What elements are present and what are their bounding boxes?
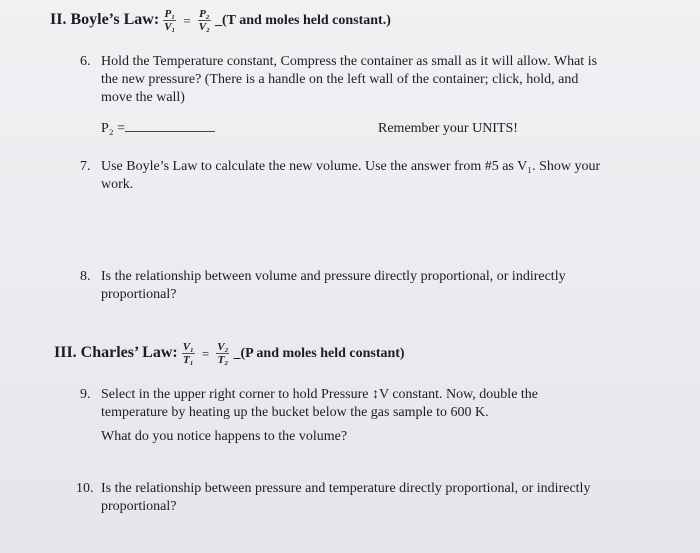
charles-law-conditions: _(P and moles held constant) bbox=[233, 346, 405, 362]
question-9-number: 9. bbox=[80, 387, 91, 402]
question-8-line-2: proportional? bbox=[101, 287, 177, 302]
question-7-line-2: work. bbox=[101, 177, 134, 192]
question-8-text bbox=[101, 268, 691, 304]
question-10-text bbox=[101, 480, 691, 516]
charles-law-heading bbox=[54, 341, 405, 366]
question-9-line-1: Select in the upper right corner to hold Pressure ↕V constant. Now, double the bbox=[101, 387, 539, 402]
charles-law-title: III. Charles’ Law: bbox=[54, 344, 178, 362]
boyles-equals: = bbox=[183, 12, 191, 28]
question-7-line-1: Use Boyle’s Law to calculate the new volume. Use the answer from #5 as V₁. Show your bbox=[101, 159, 601, 174]
units-reminder: Remember your UNITS! bbox=[378, 121, 518, 136]
boyles-law-heading bbox=[50, 8, 391, 33]
charles-fraction-right: $\frac{\text{V₂}}{\text{T₂}}$ bbox=[217, 341, 229, 366]
boyles-law-title: II. Boyle’s Law: bbox=[50, 11, 160, 29]
question-9-text bbox=[101, 386, 691, 446]
question-7-number: 7. bbox=[80, 159, 91, 174]
question-9-line-2: temperature by heating up the bucket below the gas sample to 600 K. bbox=[101, 405, 489, 420]
question-9-line-3: What do you notice happens to the volume? bbox=[101, 429, 348, 444]
question-8-line-1: Is the relationship between volume and pressure directly proportional, or indirectly bbox=[101, 269, 566, 284]
question-10-line-1: Is the relationship between pressure and temperature directly proportional, or indirectly bbox=[101, 481, 591, 496]
p2-label: P₂ = bbox=[101, 121, 126, 136]
question-6-number: 6. bbox=[80, 54, 91, 69]
question-8-number: 8. bbox=[80, 269, 91, 284]
question-6-line-1: Hold the Temperature constant, Compress the container as small as it will allow. What is bbox=[101, 54, 598, 69]
question-6-line-3: move the wall) bbox=[101, 90, 185, 105]
question-7-text bbox=[101, 158, 691, 194]
charles-equals: = bbox=[201, 345, 210, 361]
charles-fraction-left: $\frac{\text{V₁}}{\text{T₁}}$ bbox=[182, 341, 194, 366]
question-10-number: 10. bbox=[76, 481, 94, 496]
p2-answer-line bbox=[101, 120, 215, 138]
question-6-text bbox=[101, 53, 691, 107]
boyles-law-conditions: _(T and moles held constant.) bbox=[214, 13, 391, 29]
question-6-line-2: the new pressure? (There is a handle on the left wall of the container; click, hold, and bbox=[101, 72, 579, 87]
boyles-fraction-left: $\frac{\text{P₁}}{\text{V₁}}$ bbox=[164, 8, 176, 33]
question-10-line-2: proportional? bbox=[101, 499, 177, 514]
boyles-fraction-right: $\frac{\text{P₂}}{\text{V₂}}$ bbox=[198, 8, 210, 33]
p2-blank[interactable] bbox=[125, 121, 215, 132]
